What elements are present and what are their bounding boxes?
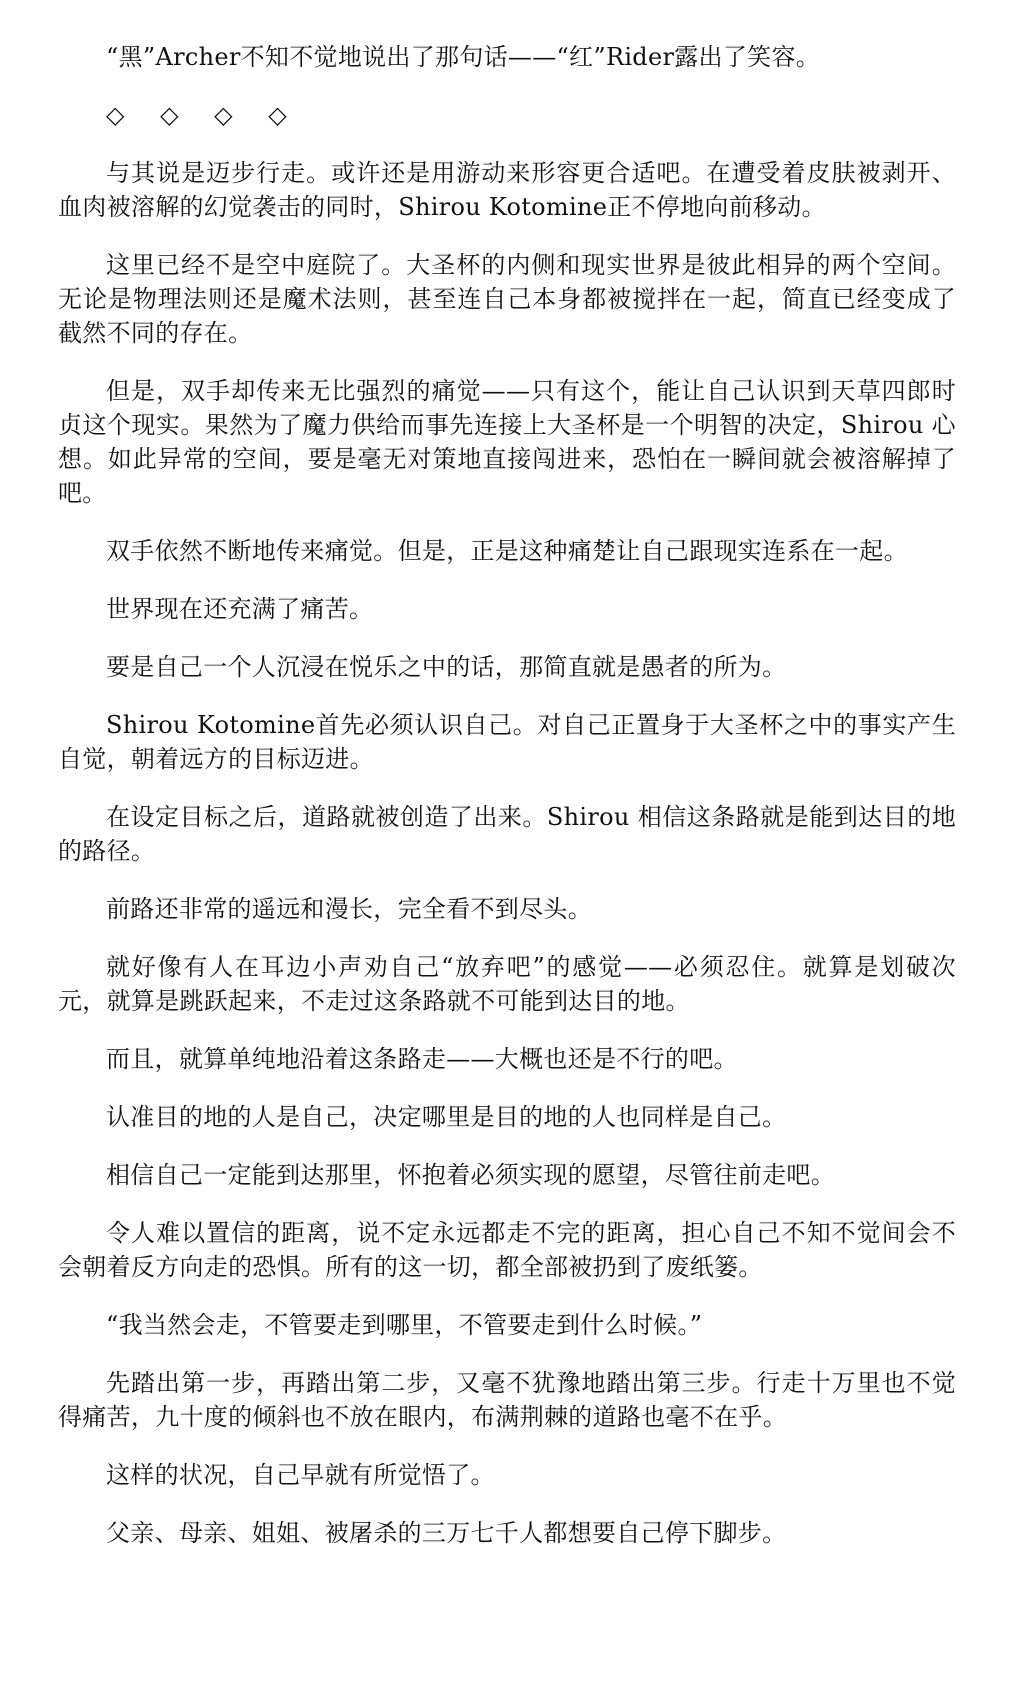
paragraph-1: “黑”Archer不知不觉地说出了那句话——“红”Rider露出了笑容。 (106, 43, 821, 71)
paragraph-6: 世界现在还充满了痛苦。 (106, 595, 374, 623)
paragraph-13: 认准目的地的人是自己，决定哪里是目的地的人也同样是自己。 (106, 1103, 787, 1131)
paragraph-14: 相信自己一定能到达那里，怀抱着必须实现的愿望，尽管往前走吧。 (106, 1161, 835, 1189)
paragraph-18: 这样的状况，自己早就有所觉悟了。 (106, 1461, 495, 1489)
paragraph-7: 要是自己一个人沉浸在悦乐之中的话，那简直就是愚者的所为。 (106, 653, 787, 681)
paragraph-8: Shirou Kotomine首先必须认识自己。对自己正置身于大圣杯之中的事实产生自觉，朝着远方的目标迈进。 (58, 711, 956, 773)
paragraph-9: 在设定目标之后，道路就被创造了出来。Shirou 相信这条路就是能到达目的地的路径。 (58, 803, 956, 865)
paragraph-11: 就好像有人在耳边小声劝自己“放弃吧”的感觉——必须忍住。就算是划破次元，就算是跳跃起来，不走过这条路就不可能到达目的地。 (58, 953, 956, 1015)
paragraph-5: 双手依然不断地传来痛觉。但是，正是这种痛楚让自己跟现实连系在一起。 (106, 537, 908, 565)
paragraph-2: 与其说是迈步行走。或许还是用游动来形容更合适吧。在遭受着皮肤被剥开、血肉被溶解的幻觉袭击的同时，Shirou Kotomine正不停地向前移动。 (58, 159, 956, 221)
paragraph-10: 前路还非常的遥远和漫长，完全看不到尽头。 (106, 895, 592, 923)
paragraph-3: 这里已经不是空中庭院了。大圣杯的内侧和现实世界是彼此相异的两个空间。无论是物理法则还是魔术法则，甚至连自己本身都被搅拌在一起，简直已经变成了截然不同的存在。 (58, 251, 956, 347)
document-page (58, 40, 956, 1574)
paragraph-15: 令人难以置信的距离，说不定永远都走不完的距离，担心自己不知不觉间会不会朝着反方向走的恐惧。所有的这一切，都全部被扔到了废纸篓。 (58, 1219, 956, 1281)
paragraph-17: 先踏出第一步，再踏出第二步，又毫不犹豫地踏出第三步。行走十万里也不觉得痛苦，九十度的倾斜也不放在眼内，布满荆棘的道路也毫不在乎。 (58, 1369, 956, 1431)
paragraph-4: 但是，双手却传来无比强烈的痛觉——只有这个，能让自己认识到天草四郎时贞这个现实。果然为了魔力供给而事先连接上大圣杯是一个明智的决定，Shirou 心想。如此异常的空间，要是毫无对策地直接闯进来，恐怕在一瞬间就会被溶解掉了吧。 (58, 377, 956, 507)
paragraph-19: 父亲、母亲、姐姐、被屠杀的三万七千人都想要自己停下脚步。 (106, 1519, 787, 1547)
section-separator: ◇ ◇ ◇ ◇ (106, 101, 301, 129)
paragraph-12: 而且，就算单纯地沿着这条路走——大概也还是不行的吧。 (106, 1045, 738, 1073)
paragraph-16: “我当然会走，不管要走到哪里，不管要走到什么时候。” (106, 1311, 703, 1339)
